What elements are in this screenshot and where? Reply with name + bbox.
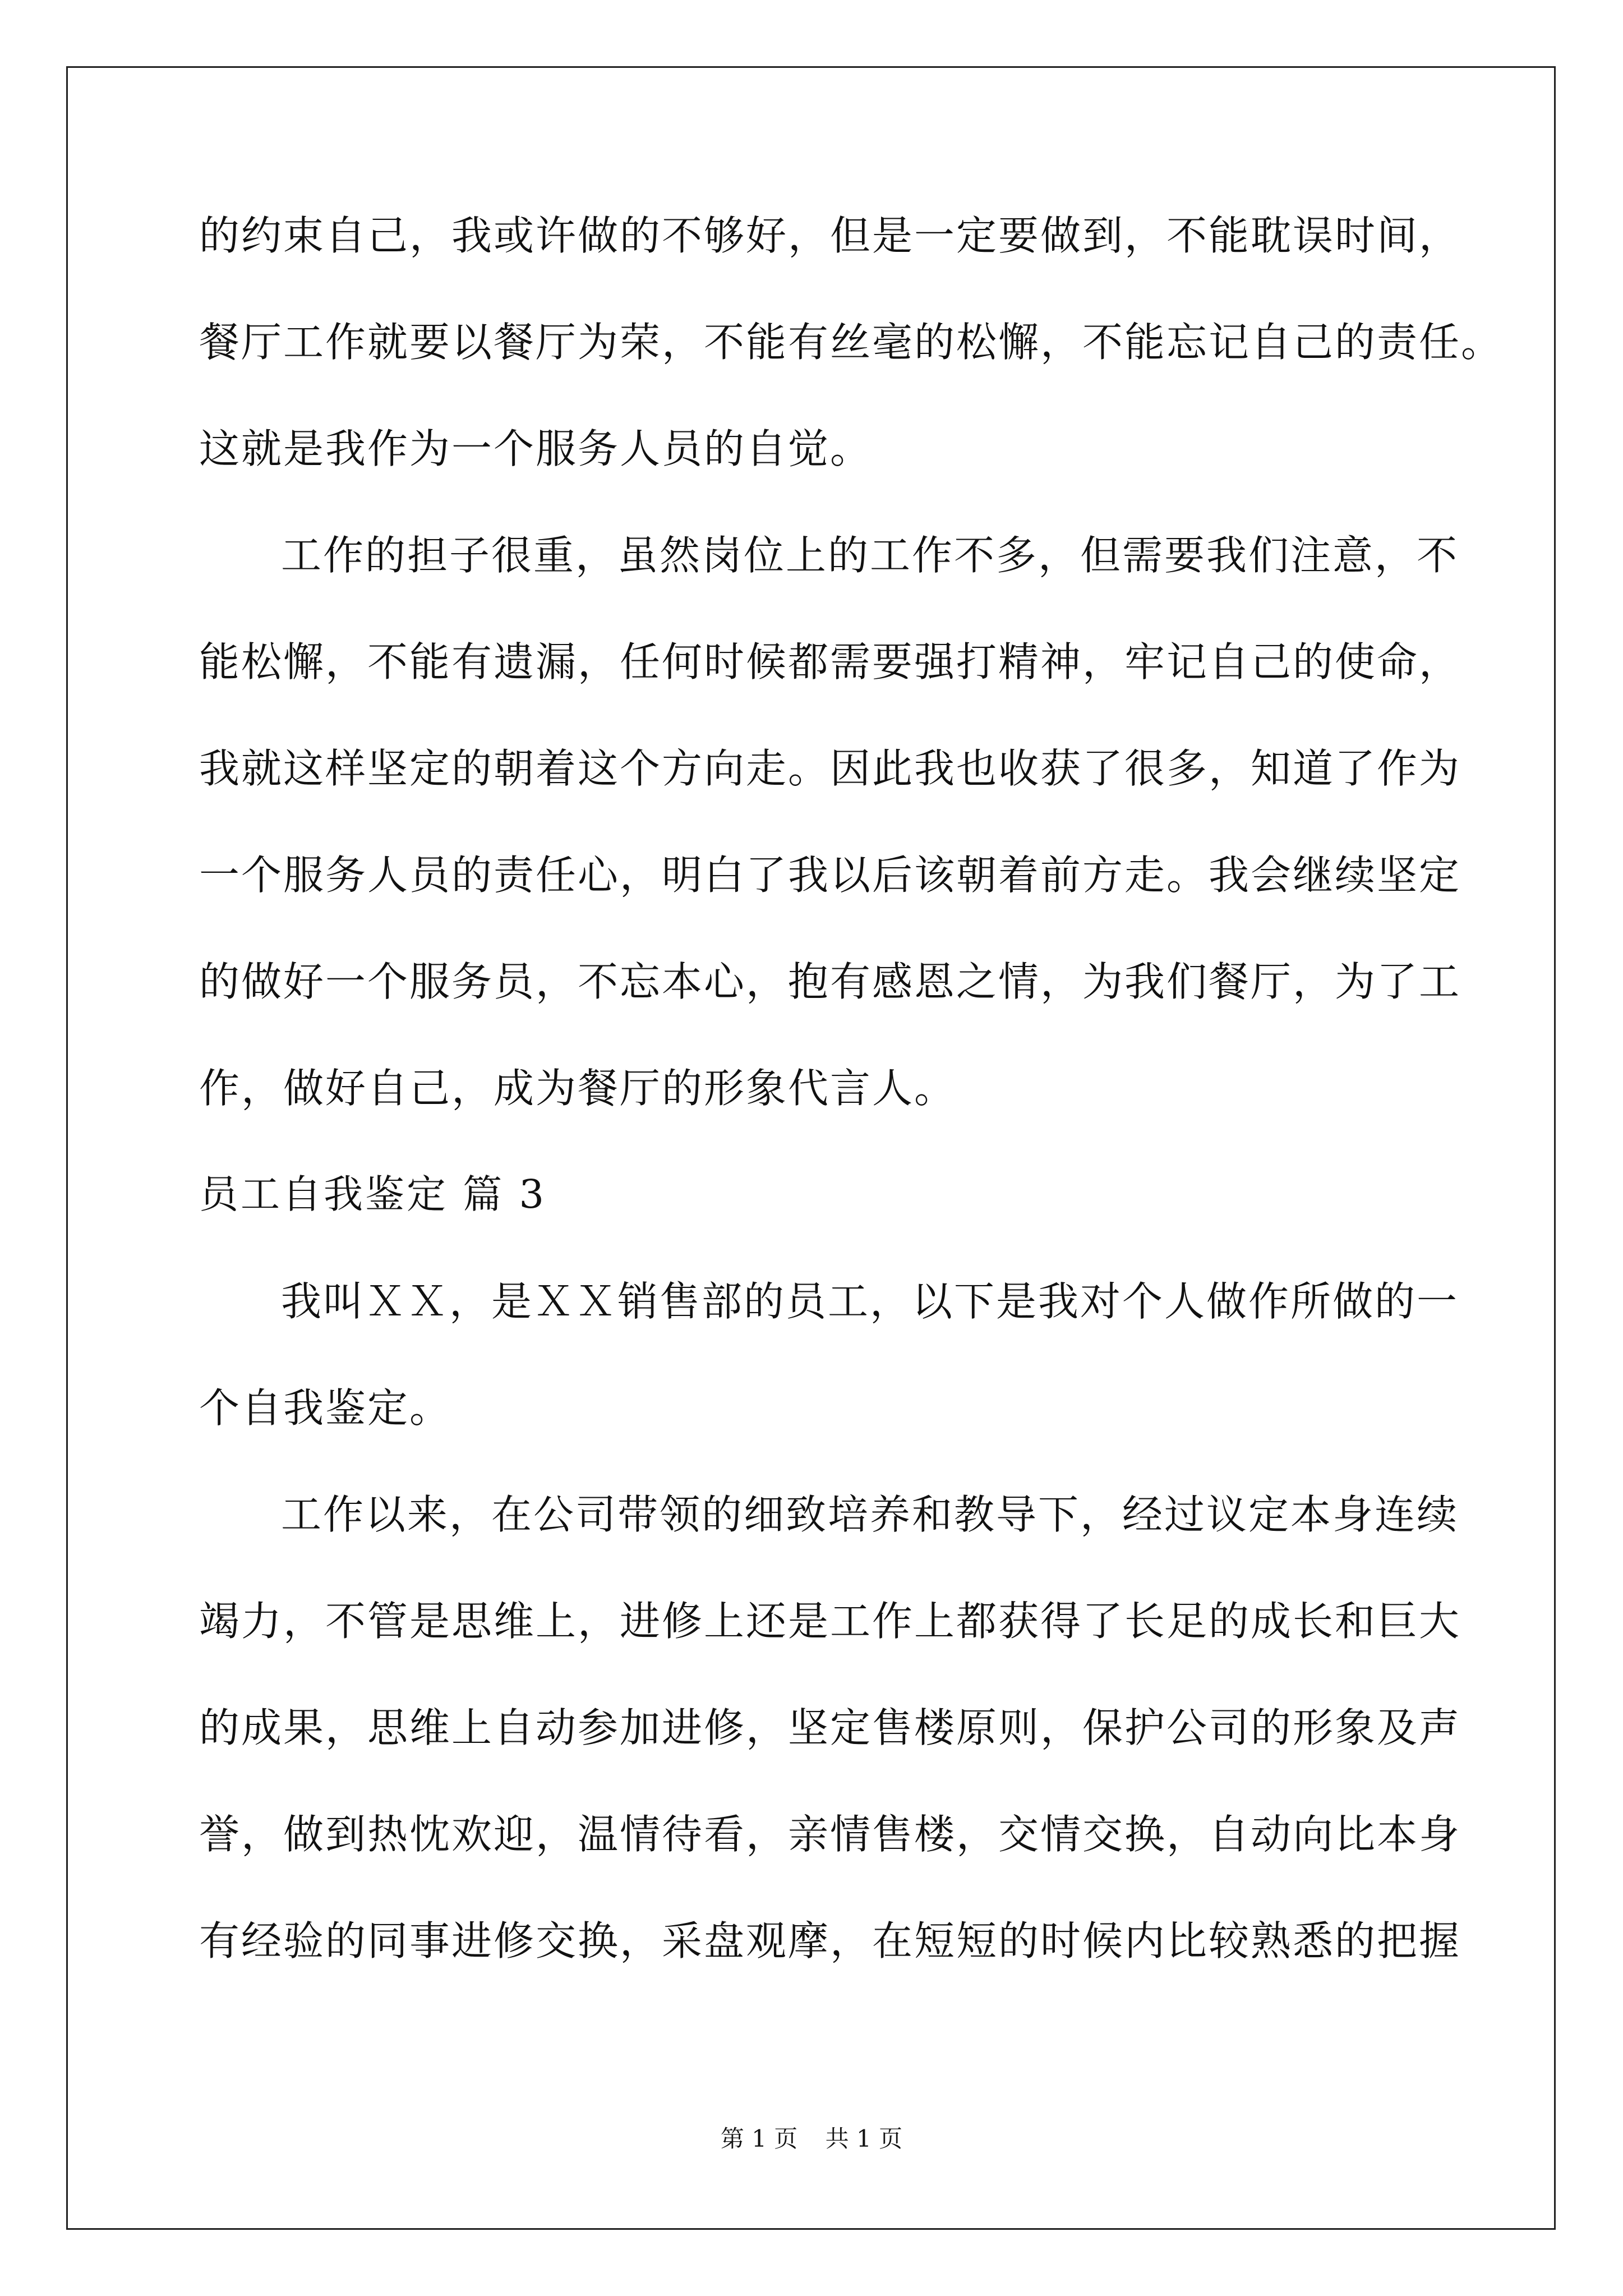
- text-line: 作，做好自己，成为餐厅的形象代言人。: [199, 1065, 957, 1112]
- page-total: 共 1 页: [825, 2125, 903, 2152]
- text-line: 能松懈，不能有遗漏，任何时候都需要强打精神，牢记自己的使命，: [199, 638, 1461, 685]
- text-line: 竭力，不管是思维上，进修上还是工作上都获得了长足的成长和巨大: [199, 1598, 1461, 1645]
- page-footer: [0, 2127, 1623, 2151]
- paragraph-start-line: 工作以来，在公司带领的细致培养和教导下，经过议定本身连续: [281, 1491, 1459, 1538]
- document-body: [199, 200, 1504, 2012]
- text-line: 这就是我作为一个服务人员的自觉。: [199, 425, 873, 472]
- text-line: 我就这样坚定的朝着这个方向走。因此我也收获了很多，知道了作为: [199, 745, 1461, 792]
- paragraph-start-line: 我叫ＸＸ，是ＸＸ销售部的员工，以下是我对个人做作所做的一: [281, 1278, 1459, 1325]
- text-line: 的成果，思维上自动参加进修，坚定售楼原则，保护公司的形象及声: [199, 1704, 1461, 1751]
- paragraph-start-line: 工作的担子很重，虽然岗位上的工作不多，但需要我们注意，不: [281, 532, 1459, 579]
- text-line: 的做好一个服务员，不忘本心，抱有感恩之情，为我们餐厅，为了工: [199, 958, 1461, 1005]
- text-line: 餐厅工作就要以餐厅为荣，不能有丝毫的松懈，不能忘记自己的责任。: [199, 319, 1504, 366]
- section-heading: 员工自我鉴定 篇 3: [199, 1171, 547, 1217]
- text-line: 个自我鉴定。: [199, 1384, 452, 1432]
- page-number: 第 1 页: [720, 2125, 798, 2152]
- text-line: 有经验的同事进修交换，采盘观摩，在短短的时候内比较熟悉的把握: [199, 1917, 1461, 1964]
- text-line: 一个服务人员的责任心，明白了我以后该朝着前方走。我会继续坚定: [199, 852, 1461, 899]
- text-line: 誉，做到热忱欢迎，温情待看，亲情售楼，交情交换，自动向比本身: [199, 1811, 1461, 1858]
- text-line: 的约束自己，我或许做的不够好，但是一定要做到，不能耽误时间，: [199, 212, 1461, 259]
